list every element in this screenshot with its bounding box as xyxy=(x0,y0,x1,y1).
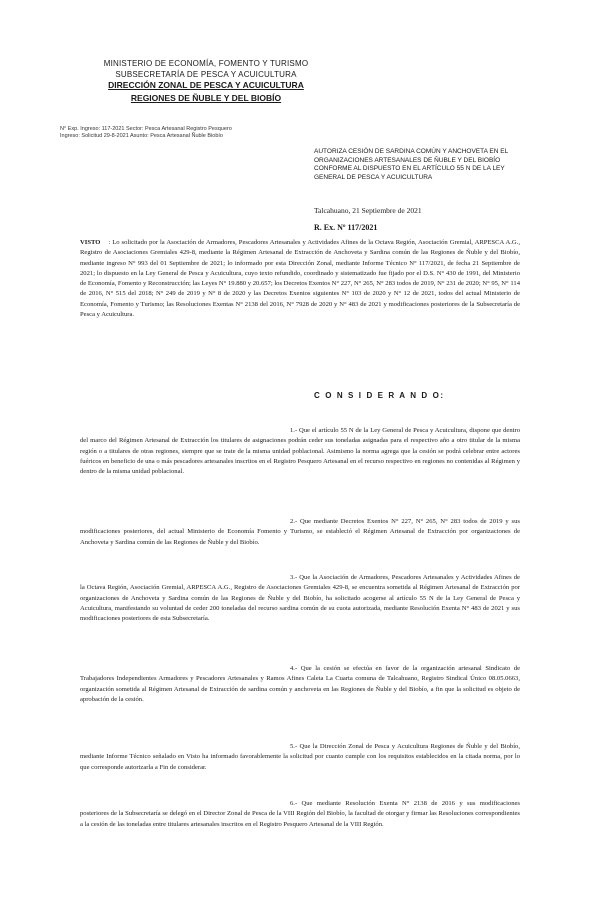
undersecretariat-line: SUBSECRETARÍA DE PESCA Y ACUICULTURA xyxy=(115,70,297,79)
considerando-clause-4 xyxy=(80,664,520,705)
regions-line: REGIONES DE ÑUBLE Y DEL BIOBÍO xyxy=(130,93,282,103)
visto-label: VISTO xyxy=(80,239,101,246)
clause-text: 5.- Que la Dirección Zonal de Pesca y Acuicultura Regiones de Ñuble y del Biobío, mediante Informe Técnico señalado en Visto ha informado favorablemente la solicitud por cuanto cumple con los requisitos establecidos en la citada norma, por lo que corresponde autorizarla a Fin de considerar. xyxy=(80,743,520,771)
ministry-line: MINISTERIO DE ECONOMÍA, FOMENTO Y TURISMO xyxy=(103,59,309,68)
considerando-heading: C O N S I D E R A N D O: xyxy=(314,391,445,400)
considerando-clause-3 xyxy=(80,573,520,624)
considerando-clause-2 xyxy=(80,517,520,548)
clause-text: 4.- Que la cesión se efectúa en favor de la organización artesanal Sindicato de Trabajadores Independientes Armadores y Pescadores Artesanales y Ramos Afines Caleta La Cuarta comuna de Talcahuano, Registro Sindical Único 08.05.0663, organización sometida al Régimen Artesanal de Extracción de sardina común y anchoveta en las Regiones de Ñuble y del Biobío, a fin que la solicitud es objeto de aprobación de la cesión. xyxy=(80,665,520,703)
clause-text: 3.- Que la Asociación de Armadores, Pescadores Artesanales y Actividades Afines de la Octava Región, Asociación Gremial, ARPESCA A.G., Registro de Asociaciones Gremiales 429-8, se encuentra sometida al Régimen Artesanal de Extracción por organizaciones de Anchoveta y Sardina común de las Regiones de Ñuble y del Biobío, ha solicitado acogerse al artículo 55 N de la Ley General de Pesca y Acuicultura, manifestando su voluntad de ceder 200 toneladas del recurso sardina común de su cuota autorizada, mediante Resolución Exenta N° 483 de 2021 y sus modificaciones posteriores de esta Subsecretaría. xyxy=(80,574,520,623)
reference-block xyxy=(60,126,320,140)
clause-text: 1.- Que el artículo 55 N de la Ley General de Pesca y Acuicultura, dispone que dentro del marco del Régimen Artesanal de Extracción los titulares de asignaciones podrán ceder sus toneladas asignadas para el respectivo año a otro titular de la misma región o a titulares de otras regiones, siempre que se trate de la misma unidad poblacional. Asimismo la norma agrega que la cesión se podrá celebrar entre actores fuéricos en beneficio de una o más pescadores artesanales inscritos en el Registro Pesquero Artesanal en el recurso respectivo en regiones no contenidas al Régimen y dentro de la misma unidad poblacional. xyxy=(80,427,520,476)
visto-text: : Lo solicitado por la Asociación de Armadores, Pescadores Artesanales y Actividades Afines de la Octava Región, Asociación Gremial, ARPESCA A.G., Registro de Asociaciones Gremiales 429-8, mediante la Régimen Artesanal de Extracción de Anchoveta y Sardina común de las Regiones de Ñuble y del Biobío, mediante ingreso N° 993 del 01 Septiembre de 2021; lo informado por esta Dirección Zonal, mediante Informe Técnico N° 117/2021, de fecha 21 Septiembre de 2021; lo dispuesto en la Ley General de Pesca y Acuicultura, cuyo texto refundido, coordinado y sistematizado fue fijado por el D.S. N° 430 de 1991, del Ministerio de Economía, Fomento y Reconstrucción; las Leyes N° 19.880 y 20.657; los Decretos Exentos N° 227, N° 265, N° 283 todos de 2019, N° 231 de 2020; N° 95, N° 114 de 2016, N° 515 del 2018; N° 249 de 2019 y N° 8 de 2020 y las Decretos Exentos siguientes N° 103 de 2020 y N° 12 de 2021, todos del actual Ministerio de Economía, Fomento y Turismo; las Resoluciones Exentas N° 2138 del 2016, N° 7928 de 2020 y N° 483 de 2021 y modificaciones posteriores de la Subsecretaría de Pesca y Acuicultura. xyxy=(80,239,520,319)
considerando-clause-1 xyxy=(80,426,520,477)
resolution-number: R. Ex. Nº 117/2021 xyxy=(314,223,378,232)
considerando-clause-5 xyxy=(80,742,520,773)
visto-paragraph xyxy=(80,238,520,320)
resolution-date: Talcahuano, 21 Septiembre de 2021 xyxy=(314,206,422,215)
resolution-subject: AUTORIZA CESIÓN DE SARDINA COMÚN Y ANCHOVETA EN EL ORGANIZACIONES ARTESANALES DE ÑUBLE Y DEL BIOBÍO CONFORME AL DISPUESTO EN EL ARTÍCULO 55 N DE LA LEY GENERAL DE PESCA Y ACUICULTURA xyxy=(314,148,508,181)
clause-text: 2.- Que mediante Decretos Exentos N° 227, N° 265, N° 283 todos de 2019 y sus modificaciones posteriores, del actual Ministerio de Economía Fomento y Turismo, se estableció el Régimen Artesanal de Extracción por organizaciones de Anchoveta y Sardina común de las Regiones de Ñuble y del Biobío. xyxy=(80,518,520,546)
considerando-clause-6 xyxy=(80,799,520,830)
letterhead xyxy=(96,58,316,104)
reference-line-2: Ingreso: Solicitud 29-8-2021 Asunto: Pesca Artesanal Ñuble Biobío xyxy=(60,133,223,139)
reference-line-1: N° Exp. Ingreso: 117-2021 Sector: Pesca Artesanal Registro Pesquero xyxy=(60,126,232,132)
clause-text: 6.- Que mediante Resolución Exenta N° 2138 de 2016 y sus modificaciones posteriores de la Subsecretaría se delegó en el Director Zonal de Pesca de la VIII Región del Biobío, la facultad de otorgar y firmar las Resoluciones correspondientes a la cesión de las toneladas entre titulares artesanales inscritos en el Registro Pesquero Artesanal de la VIII Región. xyxy=(80,800,520,828)
directorate-line: DIRECCIÓN ZONAL DE PESCA Y ACUICULTURA xyxy=(108,80,304,90)
